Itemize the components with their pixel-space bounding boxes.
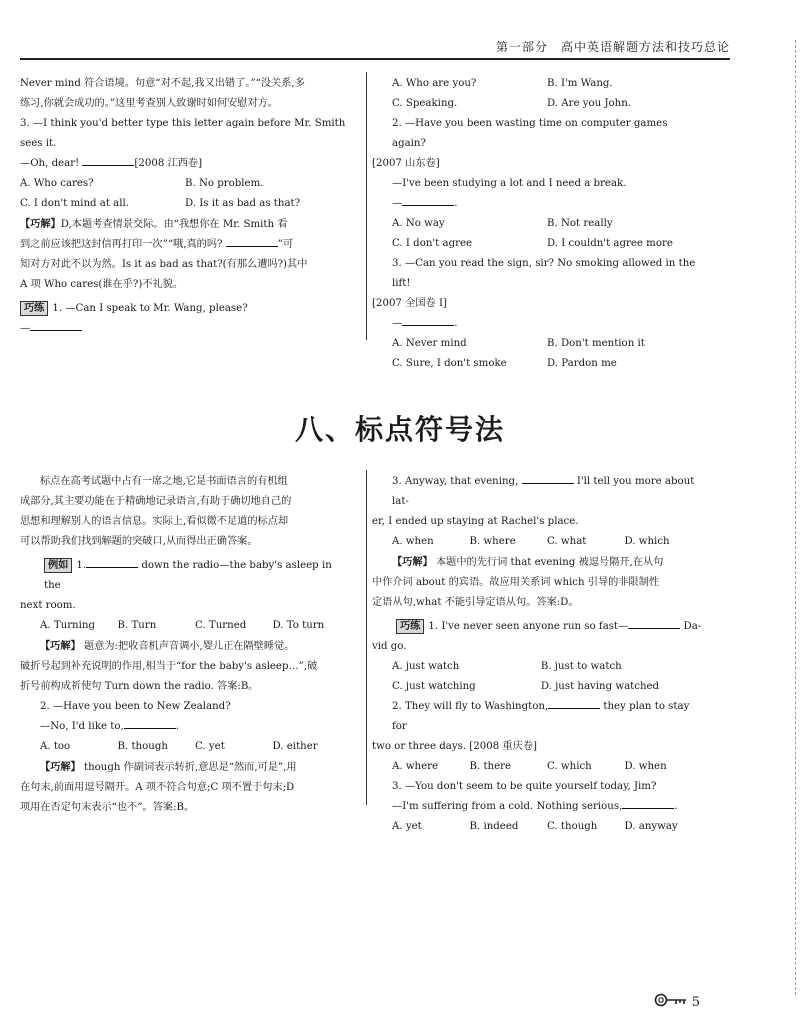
question-text: down the radio—the baby's asleep in the [44,560,332,591]
jiejie-tag: 【巧解】 [20,218,61,230]
question-text: 2. —Have you been wasting time on computer games again? [392,118,668,149]
example-tag: 例如 [44,558,72,573]
answer-blank [402,195,454,206]
intro-line: 标点在高考试题中占有一席之地,它是书面语言的有机组 [40,476,288,487]
question-text: 1. —Can I speak to Mr. Wang, please? [52,303,248,314]
option-d: D. To turn [272,620,325,631]
explanation-text: 本题中的先行词 that evening 被逗号隔开,在从句 [436,557,664,568]
option-c: C. yet [195,741,225,752]
question-text: vid go. [372,641,407,652]
explanation-text: 题意为:把收音机声音调小,婴儿正在隔壁睡觉。 [84,641,295,652]
dialog-line: — [20,323,31,334]
answer-blank [622,798,674,809]
question-text [20,154,350,174]
bottom-left-column [20,472,350,818]
dialog-line: — . [372,194,702,214]
jiejie-tag: 【巧解】 [392,556,433,568]
dialog-text: —I'm suffering from a cold. Nothing serious, [392,801,623,812]
top-right-column [372,74,702,374]
explanation-line: 在句末,前面用逗号隔开。A 项不符合句意;C 项不置于句末;D [20,782,295,793]
options-row [372,532,702,552]
explanation-line: 中作介词 about 的宾语。故应用关系词 which 引导的非限制性 [372,577,660,588]
option-a: A. too [40,741,71,752]
question-text: 3. —You don't seem to be quite yourself today, Jim? [392,781,657,792]
option-d: D. I couldn't agree more [547,238,673,249]
options-row [372,334,702,354]
option-a: A. when [392,536,434,547]
options-row [20,737,350,757]
answer-blank [522,473,574,484]
page-edge-marks [793,40,796,995]
option-c: C. though [547,821,598,832]
answer-blank [548,698,600,709]
option-c: C. Speaking. [392,98,458,109]
question-text: sees it. [20,138,57,149]
explanation-text: ”可 [277,239,294,250]
question-text: two or three days. [2008 重庆卷] [372,741,537,752]
option-c: C. Turned [195,620,247,631]
question-text: er, I ended up staying at Rachel's place. [372,516,579,527]
text-line: Never mind 符合语境。句意“对不起,我又出错了。”“没关系,多 [20,78,305,89]
option-d: D. just having watched [540,681,660,692]
practice-line [20,319,350,339]
question-number: 1. [76,560,87,571]
option-a: A. just watch [392,661,460,672]
options-row [372,354,702,374]
answer-blank [226,236,278,247]
option-b: B. just to watch [540,661,622,672]
jiejie-tag: 【巧解】 [40,640,81,652]
answer-blank [82,155,134,166]
explanation-line: 知对方对此不以为然。Is it as bad as that?(有那么遭吗?)其中 [20,259,308,270]
column-divider [366,72,367,340]
options-row [20,194,350,214]
question-text: 3. Anyway, that evening, [392,476,519,487]
options-row [372,757,702,777]
practice-tag: 巧练 [396,619,424,634]
question-text: 2. They will fly to Washington, [392,701,549,712]
option-d: D. Is it as bad as that? [185,198,301,209]
question-text: next room. [20,600,76,611]
source-label: [2007 全国卷 I] [372,298,447,309]
option-a: A. No way [392,218,445,229]
option-b: B. Not really [547,218,613,229]
options-row [372,214,702,234]
option-b: B. there [469,761,512,772]
answer-blank [402,315,454,326]
practice-line [20,299,350,319]
running-header [0,30,730,60]
option-a: A. yet [392,821,422,832]
dialog-line: —I'm suffering from a cold. Nothing serious, . [372,797,702,817]
question-text: I'll tell you more about lat- [392,476,695,507]
options-row [20,616,350,636]
dialog-line: — . [372,314,702,334]
question-line [20,556,350,596]
text-line: 练习,你就会成功的。”这里考查别人致谢时如何安慰对方。 [20,98,279,109]
option-d: D. which [624,536,670,547]
option-b: B. Don't mention it [547,338,645,349]
dialog-dash: — [392,198,403,209]
explanation-text: 到之前应该把这封信再打印一次”“哦,真的吗? [20,239,223,250]
question-text: 3. —I think you'd better type this letter again before Mr. Smith [20,118,346,129]
answer-blank [86,557,138,568]
explanation-line [20,214,350,235]
header-rule [20,58,730,60]
bottom-right-column [372,472,702,837]
question-text: 1. I've never seen anyone run so fast— [428,621,629,632]
option-c: C. which [547,761,592,772]
option-b: B. No problem. [185,178,264,189]
answer-blank [30,320,82,331]
option-c: C. what [547,536,587,547]
option-b: B. I'm Wang. [547,78,613,89]
explanation-text: D,本题考查情景交际。由“我想你在 Mr. Smith 看 [60,219,288,230]
explanation-line: A 项 Who cares(谁在乎?)不礼貌。 [20,279,184,290]
option-a: A. Who are you? [392,78,477,89]
source-label: [2008 江西卷] [134,158,203,169]
option-b: B. indeed [469,821,519,832]
option-d: D. Pardon me [547,358,617,369]
options-row [20,174,350,194]
options-row [372,94,702,114]
dialog-line: —No, I'd like to, . [20,717,350,737]
explanation-line [372,552,702,573]
page-number: 5 [691,995,700,1010]
practice-tag: 巧练 [20,301,48,316]
question-line [372,472,702,512]
option-d: D. when [624,761,667,772]
option-c: C. I don't agree [392,238,473,249]
dialog-dash: — [392,318,403,329]
explanation-line [20,235,350,255]
practice-line [372,617,702,637]
option-c: C. just watching [392,681,476,692]
header-text: 第一部分 高中英语解题方法和技巧总论 [495,40,730,54]
question-text: they plan to stay for [392,701,690,732]
option-a: A. where [392,761,439,772]
explanation-line: 折号前构成祈使句 Turn down the radio. 答案:B。 [20,681,259,692]
explanation-line: 项用在否定句末表示“也不”。答案:B。 [20,802,195,813]
option-d: D. Are you John. [547,98,632,109]
options-row [372,234,702,254]
question-text: Da- [683,621,702,632]
option-b: B. where [469,536,516,547]
option-a: A. Never mind [392,338,467,349]
option-b: B. Turn [117,620,157,631]
key-logo-icon [654,993,688,1007]
option-a: A. Who cares? [20,178,94,189]
intro-line: 思想和理解别人的语言信息。实际上,看似微不足道的标点却 [20,516,289,527]
options-row [372,74,702,94]
intro-line: 成部分,其主要功能在于精确地记录语言,有助于确切地自己的 [20,496,292,507]
dialog-text: —No, I'd like to, [40,721,124,732]
column-divider [366,470,367,805]
source-label: [2007 山东卷] [372,158,440,169]
section-title: 八、标点符号法 [294,413,505,446]
options-row [372,657,702,677]
options-row [372,677,702,697]
option-d: D. either [272,741,318,752]
dialog-line: —I've been studying a lot and I need a break. [392,178,627,189]
question-text: 3. —Can you read the sign, sir? No smoking allowed in the lift! [392,258,696,289]
explanation-line [20,757,350,778]
jiejie-tag: 【巧解】 [40,761,81,773]
top-left-column [20,74,350,339]
dialog-line: —Oh, dear! [20,158,80,169]
question-line [372,697,702,737]
answer-blank [124,718,176,729]
answer-blank [628,618,680,629]
explanation-line: 定语从句,what 不能引导定语从句。答案:D。 [372,597,579,608]
intro-line: 可以帮助我们找到解题的突破口,从而得出正确答案。 [20,536,258,547]
explanation-line: 破折号起到补充说明的作用,相当于“for the baby's asleep…”,破 [20,661,318,672]
options-row [372,817,702,837]
explanation-line [20,636,350,657]
option-c: C. I don't mind at all. [20,198,129,209]
explanation-text: though 作副词表示转折,意思是“然而,可是”,用 [84,762,297,773]
option-c: C. Sure, I don't smoke [392,358,507,369]
question-text: 2. —Have you been to New Zealand? [40,701,231,712]
option-d: D. anyway [624,821,678,832]
option-a: A. Turning [40,620,95,631]
option-b: B. though [117,741,168,752]
